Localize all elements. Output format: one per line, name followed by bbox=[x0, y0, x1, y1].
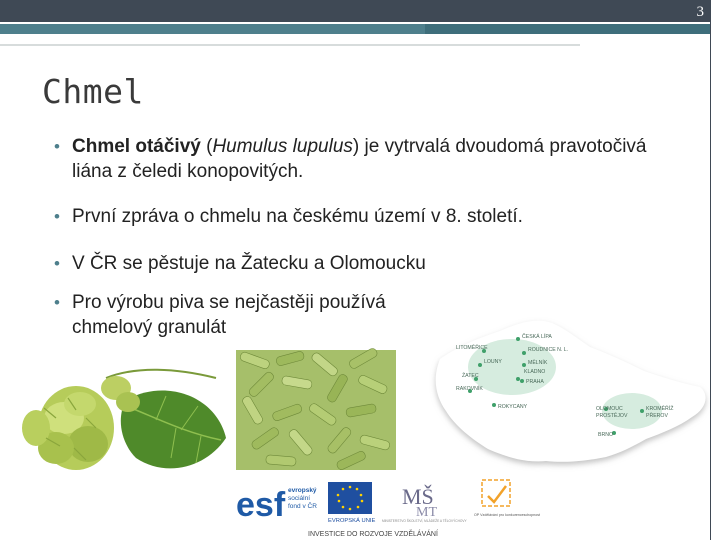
esf-logo bbox=[236, 486, 317, 524]
op-label: OP Vzdělávání pro konkurenceschopnost bbox=[474, 513, 541, 517]
msmt-label: MINISTERSTVO ŠKOLSTVÍ, MLÁDEŽE A TĚLOVÝCHOVY bbox=[382, 519, 467, 523]
map-label-praha: PRAHA bbox=[526, 379, 544, 385]
page-number: 3 bbox=[696, 4, 704, 20]
map-label-prerov: PŘEROV bbox=[646, 413, 668, 419]
bullet-text-part: ( bbox=[200, 136, 213, 157]
map-label-roudnice: ROUDNICE N. L. bbox=[528, 347, 569, 353]
latin-name: Humulus lupulus bbox=[212, 136, 353, 157]
svg-text:MT: MT bbox=[416, 505, 437, 520]
accent-bar-dark bbox=[425, 24, 710, 34]
op-vk-logo bbox=[474, 480, 540, 517]
esf-text-2: sociální bbox=[288, 495, 311, 502]
map-label-rakovnik: RAKOVNÍK bbox=[456, 386, 483, 392]
bullet-item bbox=[52, 251, 672, 276]
map-label-louny: LOUNY bbox=[484, 359, 502, 365]
svg-text:esf: esf bbox=[236, 486, 286, 524]
map-label-olomouc: OLOMOUC bbox=[596, 406, 623, 412]
map-label-brno: BRNO bbox=[598, 432, 613, 438]
eu-flag-logo bbox=[328, 482, 375, 524]
bullet-text: První zpráva o chmelu na českému území v 8. století. bbox=[72, 206, 523, 227]
map-label-kladno: KLADNO bbox=[524, 369, 546, 375]
esf-text-1: evropský bbox=[288, 487, 317, 494]
footer-slogan: INVESTICE DO ROZVOJE VZDĚLÁVÁNÍ bbox=[308, 531, 438, 538]
map-label-zatec: ŽATEC bbox=[462, 373, 479, 379]
esf-text-3: fond v ČR bbox=[288, 503, 317, 510]
slide-title: Chmel bbox=[42, 72, 144, 111]
msmt-logo bbox=[382, 484, 467, 523]
map-label-kromeriz: KROMĚŘÍŽ bbox=[646, 406, 674, 412]
map-label-melnik: MĚLNÍK bbox=[528, 360, 548, 366]
bullet-text: V ČR se pěstuje na Žatecku a Olomoucku bbox=[72, 253, 426, 274]
map-label-ceska-lipa: ČESKÁ LÍPA bbox=[522, 334, 552, 340]
czech-hop-regions-map bbox=[400, 287, 722, 477]
hop-cones-image bbox=[16, 348, 232, 488]
accent-bar bbox=[0, 24, 425, 34]
eu-label: EVROPSKÁ UNIE bbox=[328, 518, 376, 524]
svg-text:MŠ: MŠ bbox=[402, 484, 434, 509]
bullet-item bbox=[52, 290, 387, 340]
species-name: Chmel otáčivý bbox=[72, 136, 201, 157]
map-label-litomerice: LITOMĚŘICE bbox=[456, 345, 488, 351]
title-divider bbox=[0, 44, 580, 46]
funding-logos bbox=[236, 476, 541, 540]
bullet-text-part: ) je vytrvalá dvoudomá pravotočivá liána z čeledi konopovitých. bbox=[72, 136, 647, 182]
bullet-text: Pro výrobu piva se nejčastěji používá chmelový granulát bbox=[72, 292, 386, 338]
map-label-prostejov: PROSTĚJOV bbox=[596, 413, 628, 419]
bullet-item bbox=[52, 204, 672, 229]
bullet-item bbox=[52, 134, 672, 184]
hop-pellets-image bbox=[236, 350, 396, 470]
map-label-rokycany: ROKYCANY bbox=[498, 404, 528, 410]
header-bar bbox=[0, 0, 710, 22]
